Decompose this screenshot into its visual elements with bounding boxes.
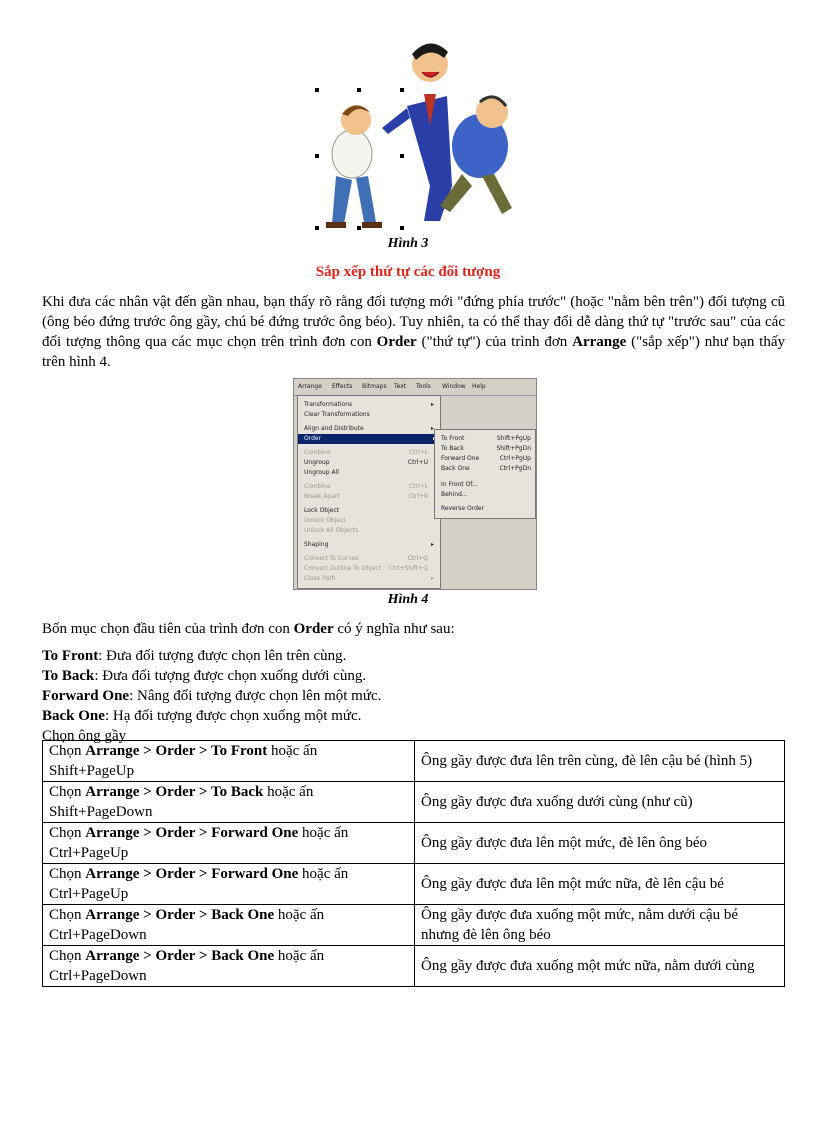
menubar-item[interactable]: Arrange: [298, 383, 322, 390]
menubar-item[interactable]: Help: [472, 383, 486, 390]
table-row: [43, 823, 785, 864]
submenu-item[interactable]: To Back Shift+PgDn: [441, 445, 531, 452]
menu-item[interactable]: Unlock Object: [304, 517, 346, 524]
menu-item[interactable]: Combine Ctrl+L: [304, 483, 428, 490]
menu-item[interactable]: Order: [298, 434, 440, 444]
order-steps-table: [42, 740, 785, 987]
result-cell: Ông gầy được đưa xuống một mức nữa, nằm dưới cùng: [415, 946, 785, 987]
menu-item[interactable]: Unlock All Objects: [304, 527, 359, 534]
result-cell: Ông gầy được đưa lên một mức, đè lên ông béo: [415, 823, 785, 864]
menu-item[interactable]: Convert To Curves Ctrl+Q: [304, 555, 428, 562]
result-cell: Ông gầy được đưa xuống dưới cùng (như cũ): [415, 782, 785, 823]
menu-item[interactable]: Clear Transformations: [304, 411, 370, 418]
intro-paragraph: Khi đưa các nhân vật đến gần nhau, bạn thấy rõ rằng đối tượng mới "đứng phía trước" (hoặc "nằm bên trên") đối tượng cũ (ông béo đứng trước ông gầy, chú bé đứng trước ông béo). Tuy nhiên, ta có thể thay đổi dễ dàng thứ tự "trước sau" của các đối tượng thông qua các mục chọn trên trình đơn con Order ("thứ tự") của trình đơn Arrange ("sắp xếp") như bạn thấy trên hình 4.: [42, 294, 785, 370]
menu-item[interactable]: Shaping ▸: [304, 541, 434, 548]
submenu-item[interactable]: Behind...: [441, 491, 468, 498]
menubar: [294, 379, 536, 396]
command-cell: Chọn Arrange > Order > Back One hoặc ấn Ctrl+PageDown: [43, 905, 415, 946]
submenu-item[interactable]: Reverse Order: [441, 505, 485, 512]
table-row: [43, 905, 785, 946]
command-cell: Chọn Arrange > Order > Back One hoặc ấn Ctrl+PageDown: [43, 946, 415, 987]
result-cell: Ông gầy được đưa xuống một mức, nằm dưới cậu bé nhưng đè lên ông béo: [415, 905, 785, 946]
command-cell: Chọn Arrange > Order > To Front hoặc ấn Shift+PageUp: [43, 741, 415, 782]
submenu-item[interactable]: To Front Shift+PgUp: [441, 435, 531, 442]
section-title: Sắp xếp thứ tự các đối tượng: [315, 264, 501, 280]
menubar-item[interactable]: Bitmaps: [362, 383, 387, 390]
menu-item[interactable]: Convert Outline To Object Ctrl+Shift+Q: [304, 565, 428, 572]
menubar-item[interactable]: Effects: [332, 383, 353, 390]
figure-3-caption: Hình 3: [387, 236, 429, 251]
table-row: [43, 864, 785, 905]
menubar-item[interactable]: Text: [394, 383, 407, 390]
submenu-item[interactable]: Back One Ctrl+PgDn: [441, 465, 531, 472]
definition-item: To Front: Đưa đối tượng được chọn lên trên cùng.: [42, 648, 347, 664]
menu-item[interactable]: Close Path ▸: [304, 575, 434, 582]
menubar-item[interactable]: Window: [442, 383, 466, 390]
menubar-item[interactable]: Tools: [416, 383, 431, 390]
order-submenu: [434, 429, 536, 519]
menu-item[interactable]: Ungroup All: [304, 469, 339, 476]
definition-item: To Back: Đưa đối tượng được chọn xuống dưới cùng.: [42, 668, 367, 684]
table-row: [43, 946, 785, 987]
order-intro: Bốn mục chọn đầu tiên của trình đơn con Order có ý nghĩa như sau:: [42, 621, 455, 637]
arrange-menu-screenshot: [293, 378, 537, 590]
result-cell: Ông gầy được đưa lên trên cùng, đè lên cậu bé (hình 5): [415, 741, 785, 782]
menu-item[interactable]: Align and Distribute ▸: [304, 425, 434, 432]
menu-item[interactable]: Break Apart Ctrl+K: [304, 493, 428, 500]
cartoon-illustration: [312, 36, 522, 234]
definition-item: Forward One: Nâng đối tượng được chọn lên một mức.: [42, 688, 382, 704]
submenu-item[interactable]: In Front Of...: [441, 481, 478, 488]
definition-list: [42, 646, 381, 746]
menu-item[interactable]: Transformations ▸: [304, 401, 434, 408]
submenu-item[interactable]: Forward One Ctrl+PgUp: [441, 455, 531, 462]
table-row: [43, 741, 785, 782]
menu-item[interactable]: Combine Ctrl+L: [304, 449, 428, 456]
menu-item[interactable]: Ungroup Ctrl+U: [304, 459, 428, 466]
command-cell: Chọn Arrange > Order > To Back hoặc ấn Shift+PageDown: [43, 782, 415, 823]
result-cell: Ông gầy được đưa lên một mức nữa, đè lên cậu bé: [415, 864, 785, 905]
figure-4-caption: Hình 4: [387, 592, 429, 607]
arrange-dropdown-menu: [297, 395, 441, 589]
definition-item: Back One: Hạ đối tượng được chọn xuống một mức.: [42, 708, 362, 724]
command-cell: Chọn Arrange > Order > Forward One hoặc ấn Ctrl+PageUp: [43, 823, 415, 864]
table-row: [43, 782, 785, 823]
menu-item[interactable]: Lock Object: [304, 507, 340, 514]
select-text: Chọn ông gầy: [42, 728, 127, 744]
command-cell: Chọn Arrange > Order > Forward One hoặc ấn Ctrl+PageUp: [43, 864, 415, 905]
